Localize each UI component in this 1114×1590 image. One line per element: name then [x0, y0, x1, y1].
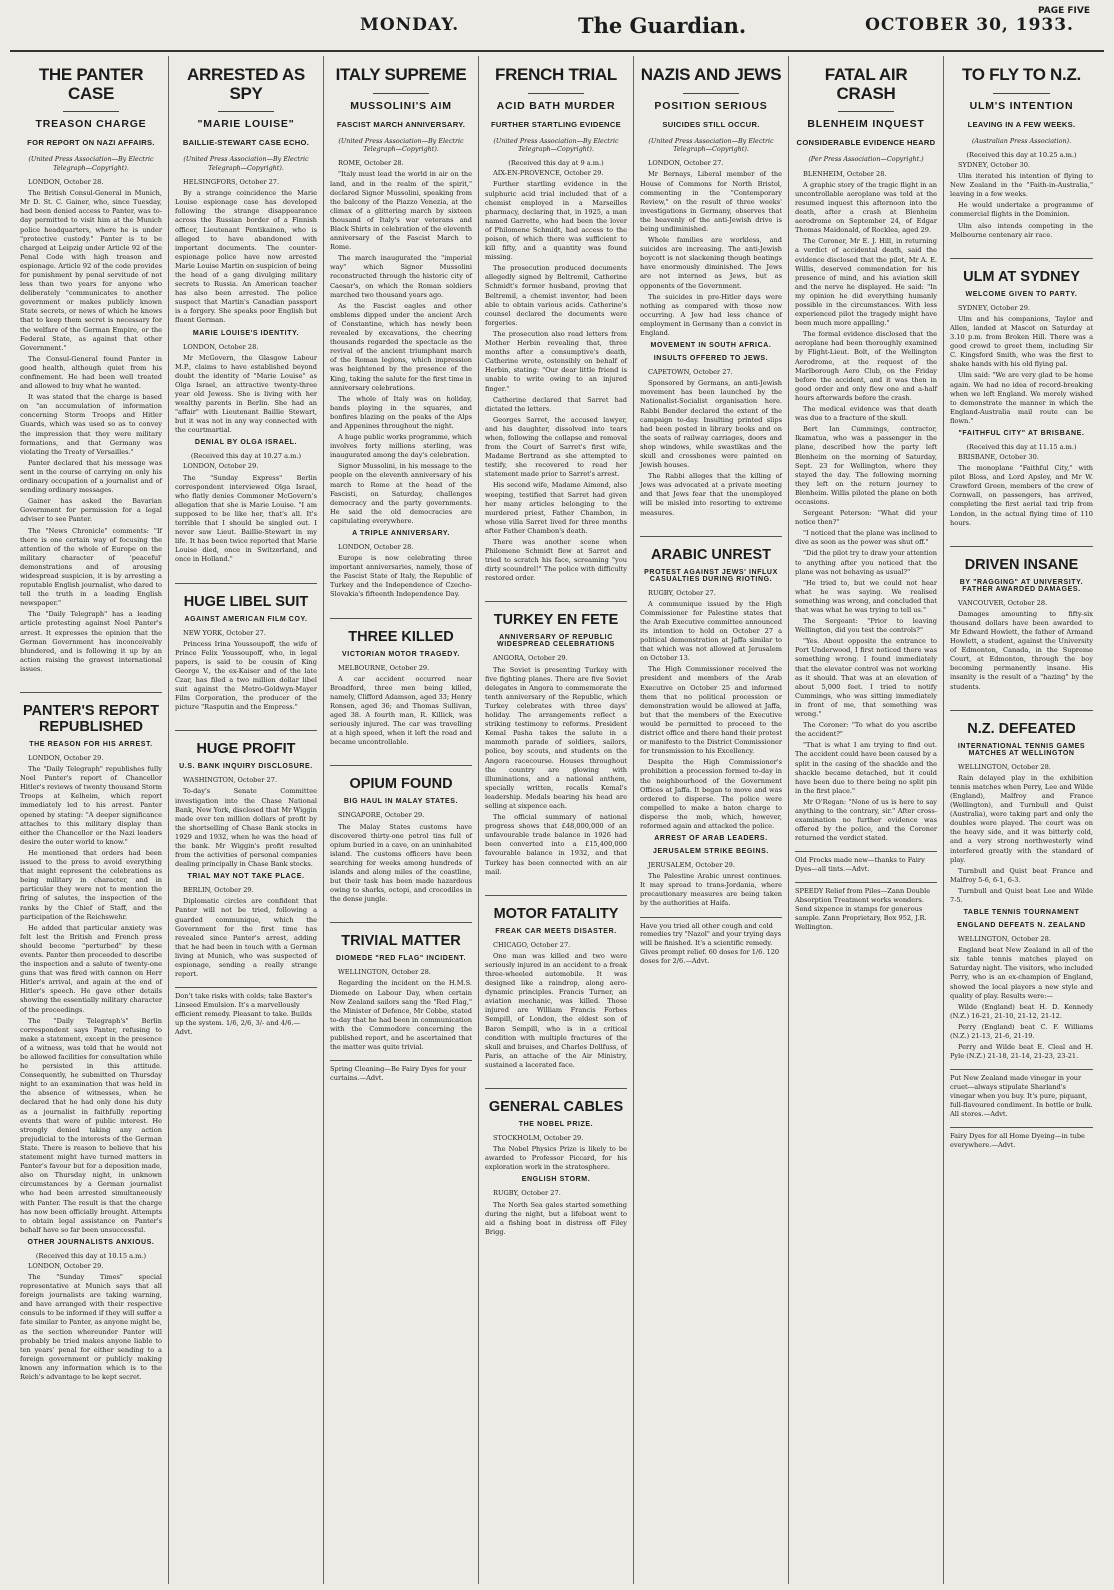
masthead-paper-title: The Guardian. — [577, 12, 747, 38]
paragraph: ANGORA, October 29. — [493, 654, 568, 663]
paragraph: The formal evidence disclosed that the aeroplane had been thoroughly examined by Flight-Lieut. Bolt, of the Wellington Aerodrome, at the request of the Marlborough Aero Club, on the Friday before the accident, and it was then in good order and only flew one and a-half hours afterwards before the crash. — [795, 330, 937, 402]
credit-line: (United Press Association—By Electric Telegraph—Copyright). — [183, 155, 309, 172]
section-headline: MOTOR FATALITY — [485, 895, 627, 922]
paragraph: ROME, October 28. — [338, 159, 404, 168]
article-body — [175, 178, 317, 326]
paragraph: A car accident occurred near Broadford, three men being killed, namely, Clifford Adamson, aged 33; Henry Ronsen, aged 36; and Thomas Sullivan, aged 38. A fourth man, R. Killick, was seriously injured. The car was travelling at a high speed, when it left the road and became uncontrollable. — [330, 674, 472, 747]
deck: SUICIDES STILL OCCUR. — [662, 119, 760, 129]
paragraph: STOCKHOLM, October 29. — [493, 1134, 584, 1143]
article-body — [485, 1134, 627, 1172]
paragraph: JERUSALEM, October 29. — [648, 861, 735, 870]
paragraph: Catherine declared that Sarret had dictated the letters. — [485, 395, 627, 413]
paragraph: The Consul-General found Panter in good health, although quiet from his confinement. He had been well treated and allowed to buy what he wanted. — [20, 354, 162, 391]
deck: BAILLIE-STEWART CASE ECHO. — [182, 138, 310, 148]
article-body — [640, 589, 782, 831]
paragraph: Mr O'Regan: "None of us is here to say anything to the contrary, sir." After cross-examination no further evidence was offered by the police, and the Coroner returned the verdict stated. — [795, 797, 937, 843]
article-body — [485, 169, 627, 583]
subheadline: POSITION SERIOUS — [654, 99, 768, 112]
section-subheadline: WELCOME GIVEN TO PARTY. — [965, 290, 1078, 298]
divider — [63, 111, 120, 112]
paragraph: The Malay States customs have discovered thirty-one petrol tins full of opium buried in a cave, on an uninhabited island. The customs officers have been searching for weeks among hundreds of islands and along miles of the coastline, but their task has been made hazardous owing to sharks, octopi, and crocodiles in the dense jungle. — [330, 822, 472, 904]
paragraph: "Italy must lead the world in air on the land, and in the realm of the spirit," declared Signor Mussolini, speaking from the balcony of the Piazzo Venezia, at the climax of a glittering march by sixteen thousand of Italy's war veterans and Black Shirts in celebration of the eleventh anniversary of the Fascist March to Rome. — [330, 170, 472, 252]
article-body — [485, 654, 627, 876]
paragraph: "Yes. About opposite the entrance to Port Underwood, I first noticed there was something wrong. I found immediately that the elevator control was not working as it should. That was at an elevation of about 5,000 feet. I tried to notify Cummings, who was sitting immediately in front of me, that something was wrong." — [795, 637, 937, 719]
paragraph: Ulm said: "We are very glad to be home again. We had no idea of record-breaking when we left England. We merely wished to demonstrate the manner in which the England-Australia mail route can be flown." — [950, 371, 1093, 425]
advertisement: Put New Zealand made vinegar in your cruet—always stipulate Sharland's vinegar when you buy. It's pure, piquant, full-flavoured condiment. In bottle or bulk. All stores.—Advt. — [950, 1069, 1093, 1118]
advertisement: Don't take risks with colds; take Baxter's Linseed Emulsion. It's a marvellously efficient remedy. Pleasant to take. Builds up the system. 1/6, 2/6, 3/- and 4/6.—Advt. — [175, 987, 317, 1036]
headline: ITALY SUPREME — [335, 65, 467, 84]
column-fatal-air-crash — [789, 56, 944, 1584]
received-line: (Received this day at 9 a.m.) — [508, 159, 604, 168]
column-to-fly-to-nz — [944, 56, 1099, 1584]
paragraph: Sponsored by Germans, an anti-Jewish movement has been launched by the Nationalist-Socialist organisation here. Rabbi Bender declared the extent of the campaign to-day. Insulting printed slips had been posted in library books and on the seats of railway carriages, doors and shop windows, while swastikas and the skull and crossbones were painted on Jewish houses. — [640, 379, 782, 470]
paragraph: Despite the High Commissioner's prohibition a procession formed to-day in the neighbourhood of the Government Offices at Jaffa. It began to move and was ordered to disperse. The police were compelled to make a baton charge to disperse the mob, which, however, reformed again and attacked the police. — [640, 758, 782, 830]
paragraph: LONDON, October 29. — [183, 462, 259, 471]
paragraph: The British Consul-General in Munich, Mr D. St. C. Gainer, who, since Tuesday, had been denied access to Panter, was to-day permitted to visit him at the Munich police headquarters, where he is under "protective custody." Panter is to be charged at Leipzig under Article 92 of the Penal Code with high treason and espionage. Article 92 of the code provides for punishment by penal servitude of not less than two years for anyone who deliberately "communicates to another government or makes publicly known State secrets, or news of which he knows that to keep them secret is necessary for the welfare of the German Empire, or the Federal State, as against that other Government." — [20, 189, 162, 352]
paragraph: There was another scene when Philomene Schmidt flew at Sarret and tried to scratch his face, screaming "you dirty scoundrel!" The police with difficulty restored order. — [485, 538, 627, 583]
paragraph: NEW YORK, October 27. — [183, 628, 266, 637]
section-subheadline: OTHER JOURNALISTS ANXIOUS. — [27, 1238, 155, 1246]
paragraph: The North Sea gales started something during the night, but a lifeboat went to aid a fishing boat in distress off Filey Brigg. — [485, 1200, 627, 1236]
paragraph: SYDNEY, October 29. — [958, 303, 1031, 312]
subheadline: "MARIE LOUISE" — [197, 118, 295, 131]
page-number: PAGE FIVE — [1037, 6, 1090, 16]
section-headline: ULM AT SYDNEY — [950, 258, 1093, 285]
section-headline: PANTER'S REPORT REPUBLISHED — [20, 692, 162, 735]
advertisement: SPEEDY Relief from Piles—Zann Double Absorption Treatment works wonders. Send sixpence in stamps for generous sample. Zann Proprietary, Box 952, J.R. Wellington. — [795, 882, 937, 931]
paragraph: His second wife, Madame Aimond, also weeping, testified that Sarret had given her many articles belonging to the murdered priest, Father Chambon, in whose villa Sarret lived for three months after Father Chambon's death. — [485, 481, 627, 535]
section-subheadline: JERUSALEM STRIKE BEGINS. — [653, 848, 769, 856]
paragraph: SYDNEY, October 30. — [958, 161, 1031, 170]
paragraph: Diplomatic circles are confident that Panter will not be tried, following a guarded communique, which the Government for the first time has revealed since Panter's arrest, adding that he had been in touch with a German living at Munich, who was suspected of espionage, sending a really strange report. — [175, 897, 317, 979]
paragraph: Damages amounting to fifty-six thousand dollars have been awarded to Mr Edward Howlett, the father of Armand Howlett, a student, against the University of Edmonton, Canada, in the Supreme Court, at Edmonton, through the boy becoming permanently insane. His insanity is the result of a "hazing" by the students. — [950, 609, 1093, 691]
credit-line: (Australian Press Association). — [971, 136, 1072, 145]
received-line: (Received this day at 10.15 a.m.) — [35, 1251, 147, 1260]
paragraph: The Sergeant: "Prior to leaving Wellington, did you test the controls?" — [795, 617, 937, 635]
divider — [838, 111, 895, 112]
headline: TO FLY TO N.Z. — [962, 65, 1081, 84]
advertisement: Fairy Dyes for all Home Dyeing—in tube everywhere.—Advt. — [950, 1127, 1093, 1150]
paragraph: Perry (England) beat C. F. Williams (N.Z.) 21-13, 21-6, 21-19. — [950, 1022, 1093, 1041]
section-subheadline: "FAITHFUL CITY" AT BRISBANE. — [958, 429, 1085, 437]
section-subheadline: INSULTS OFFERED TO JEWS. — [653, 355, 769, 363]
section-subheadline: DENIAL BY OLGA ISRAEL. — [194, 439, 298, 447]
paragraph: Georges Sarret, the accused lawyer, and his daughter, dissolved into tears when, following the collapse and removal from the Court of Sarret's first wife, Madame Bertrand as she attempted to testify, she recovered to read her statement made prior to Sarret's arrest. — [485, 415, 627, 479]
article-body — [485, 1189, 627, 1236]
paragraph: SINGAPORE, October 29. — [338, 811, 425, 820]
article-body — [950, 935, 1093, 1061]
paragraph: WELLINGTON, October 28. — [958, 762, 1051, 771]
divider — [993, 93, 1050, 94]
column-italy-supreme — [324, 56, 479, 1584]
paragraph: Europe is now celebrating three important anniversaries, namely, those of the Fascist State of Italy, the Republic of Turkey and the Independence of Czecho-Slovakia's fifteenth Independence Day. — [330, 554, 472, 599]
article-body — [330, 811, 472, 904]
paragraph: He added that particular anxiety was felt lest the British and French press should become "perturbed" by these events. Panter then proceeded to describe the inspection and a salute of twenty-one guns that was fired with cannon on Herr Hitler's arrival, and again at the end of Hitler's speech. He gave other details showing the essentially military character of the proceedings. — [20, 923, 162, 1014]
divider — [373, 93, 430, 94]
masthead — [10, 0, 1104, 52]
paragraph: VANCOUVER, October 28. — [958, 598, 1048, 607]
paragraph: The Coroner: "To what do you ascribe the accident?" — [795, 721, 937, 739]
paragraph: The "Daily Telegraph" republishes fully Noel Panter's report of Chancellor Hitler's reviews of twenty thousand Storm Troops at Kelheim, which report immediately led to his arrest. Panter opened by stating: "A deeper significance attaches to this military display than either the Chancellor or the Nazi leaders desire the outer world to know." — [20, 765, 162, 846]
article-body — [795, 170, 937, 844]
subheadline: ACID BATH MURDER — [496, 99, 616, 112]
advertisement: Old Frocks made new—thanks to Fairy Dyes—all tints.—Advt. — [795, 851, 937, 874]
column-arrested-as-spy — [169, 56, 324, 1584]
masthead-day: MONDAY. — [360, 15, 460, 35]
paragraph: WASHINGTON, October 27. — [183, 776, 278, 785]
section-subheadline: INTERNATIONAL TENNIS GAMES MATCHES AT WELLINGTON — [957, 742, 1086, 757]
paragraph: The whole of Italy was on holiday, bands playing in the squares, and bonfires blazing on the peaks of the Alps and Appenines throughout the night. — [330, 394, 472, 430]
paragraph: Ulm also intends competing in the Melbourne centenary air race. — [950, 221, 1093, 239]
section-subheadline: DIOMEDE "RED FLAG" INCIDENT. — [336, 955, 466, 963]
article-body — [330, 159, 472, 526]
article-body — [20, 1262, 162, 1382]
paragraph: Ulm iterated his intention of flying to New Zealand in the "Faith-in-Australia," leaving in a few weeks. — [950, 172, 1093, 199]
paragraph: The "Sunday Express" Berlin correspondent interviewed Olga Israel, who flatly denies Commoner McGovern's allegation that she is Marie Louise. "I am supposed to be like her, that's all. It's terrible that I should be singled out. I never saw Lieut. Baillie-Stewart in my life. It has been twice reported that Marie Louise died, once in Switzerland, and once in Holland." — [175, 473, 317, 564]
subheadline: MUSSOLINI'S AIM — [350, 99, 452, 112]
deck: FOR REPORT ON NAZI AFFAIRS. — [27, 138, 155, 148]
paragraph: Bert Ian Cummings, contractor, Ikamatua, who was a passenger in the plane, described how the party left Blenheim on the morning of Saturday, Sept. 23 for Wellington, where they stayed the day. The following morning they left on the return journey to Blenheim. Willis piloted the plane on both occasions. — [795, 425, 937, 506]
column-nazis-and-jews — [634, 56, 789, 1584]
article-body — [950, 453, 1093, 528]
paragraph: Regarding the incident on the H.M.S. Diomede on Labour Day, when certain New Zealand sailors sang the "Red Flag," the Minister of Defence, Mr Cobbe, stated to-day that he had been in communication with the Commodore concerning the published report, and he ascertained that the matter was quite trivial. — [330, 979, 472, 1052]
article-body — [640, 368, 782, 518]
section-subheadline: ARREST OF ARAB LEADERS. — [654, 835, 768, 843]
paragraph: "Did the pilot try to draw your attention to anything after you noticed that the plane was not behaving as usual?" — [795, 549, 937, 576]
paragraph: The Nobel Physics Prize is likely to be awarded to Professor Piccard, for his exploration work in the stratosphere. — [485, 1145, 627, 1172]
advertisement: Have you tried all other cough and cold remedies try "Nazol" and your trying days will be finished. It's a scientific remedy. Gives prompt relief. 60 doses for 1/6. 120 doses for 2/6.—Advt. — [640, 917, 782, 966]
paragraph: RUGBY, October 27. — [493, 1189, 561, 1198]
paragraph: England beat New Zealand in all of the six table tennis matches played on Saturday night. The visitors, who included Perry, who is an ex-champion of England, showed the local players a new style and quality of play. Results were:— — [950, 946, 1093, 1000]
article-body — [175, 629, 317, 713]
article-body — [330, 968, 472, 1052]
paragraph: To-day's Senate Committee investigation into the Chase National Bank, New York, disclosed that Mr Wiggin made over ten million dollars of profit by the shortselling of Chase Bank stocks in 1929 and 1932, when he was the head of the bank. Mr Wiggin's profit resulted from the activities of personal companies dealing principally in Chase Bank stocks. — [175, 787, 317, 869]
paragraph: CHICAGO, October 27. — [493, 940, 571, 949]
section-subheadline: U.S. BANK INQUIRY DISCLOSURE. — [179, 763, 313, 771]
article-body — [950, 161, 1093, 240]
section-subheadline: ENGLAND DEFEATS N. ZEALAND — [957, 922, 1086, 930]
received-line: (Received this day at 10.27 a.m.) — [190, 452, 302, 461]
received-line: (Received this day at 11.15 a.m.) — [966, 442, 1077, 451]
paragraph: LONDON, October 29. — [28, 1261, 104, 1270]
paragraph: AIX-EN-PROVENCE, October 29. — [493, 169, 604, 178]
article-body — [20, 178, 162, 674]
column-french-trial — [479, 56, 634, 1584]
section-subheadline: A TRIPLE ANNIVERSARY. — [352, 530, 450, 537]
paragraph: It was stated that the charge is based on "an accumulation of information concerning Storm Troops and Hitler Guards, which was used so as to convey the impression that they were military formations, and that Germany was violating the Treaty of Versailles." — [20, 393, 162, 456]
section-headline: OPIUM FOUND — [330, 765, 472, 792]
paragraph: Sergeant Peterson: "What did your notice then?" — [795, 509, 937, 527]
section-headline: TRIVIAL MATTER — [330, 922, 472, 949]
paragraph: BLENHEIM, October 28. — [803, 169, 887, 178]
paragraph: Wilde (England) beat H. D. Kennedy (N.Z.) 16-21, 21-10, 21-12, 21-12. — [950, 1002, 1093, 1020]
section-headline: HUGE LIBEL SUIT — [175, 583, 317, 610]
section-subheadline: MOVEMENT IN SOUTH AFRICA. — [650, 342, 772, 350]
subheadline: ULM'S INTENTION — [969, 99, 1074, 112]
deck: CONSIDERABLE EVIDENCE HEARD — [796, 138, 936, 148]
paragraph: BRISBANE, October 30. — [958, 452, 1039, 461]
paragraph: LONDON, October 28. — [338, 543, 414, 551]
paragraph: The "Sunday Times" special representative at Munich says that all foreign journalists are taking warning, and have arranged with their respective consuls to be informed if they will suffer a fate similar to Panter, as anyone might be, as the section whereunder Panter will probably be tried makes anyone liable to ten years' penal for either sending to a foreign government or publicly making known any information which is to the Reich's advantage to be kept secret. — [20, 1272, 162, 1381]
paragraph: The march inaugurated the "imperial way" which Signor Mussolini reconstructed through the historic city of Caesar's, on which the Roman soldiers marched two thousand years ago. — [330, 254, 472, 299]
credit-line: (United Press Association—By Electric Telegraph—Copyright). — [493, 136, 619, 154]
article-body — [640, 861, 782, 908]
paragraph: Princess Irina Youssoupoff, the wife of Prince Felix Youssoupoff, who, in legal papers, is said to be cousin of King George V., the ex-Kaiser and of the late Czar, has filed a two million dollar libel suit against the Metro-Goldwyn-Mayer Film Corporation, the producer of the picture "Rasputin and the Empress." — [175, 639, 317, 712]
paragraph: A communique issued by the High Commissioner for Palestine states that the Arab Executive committee announced its intention to hold on October 27 a political demonstration at Jaffa similar to that which was not allowed at Jerusalem on October 13. — [640, 599, 782, 663]
paragraph: LONDON, October 29. — [28, 754, 104, 762]
credit-line: (United Press Association—By Electric Telegraph—Copyright). — [28, 155, 154, 172]
paragraph: Further startling evidence in the sulphuric acid trial included that of a chemist employed in a Marseilles pharmacy, declaring that, in 1925, a man named Garrette, who had been the lover of Philomene Schmidt, had access to the poison, of which there was sufficient to kill fifty, and a quantity was found missing. — [485, 180, 627, 262]
paragraph: The Coroner, Mr E. J. Hill, in returning a verdict of accidental death, said the evidence disclosed that the pilot, Mr A. E. Willis, deserved commendation for his presence of mind, and his aviation skill and the nerve he displayed. He said: "In my opinion he did everything humanly possible in the circumstances. With less experienced pilot the tragedy might have been much more appalling." — [795, 237, 937, 328]
columns — [14, 56, 1100, 1584]
deck: FURTHER STARTLING EVIDENCE — [490, 119, 621, 129]
paragraph: The prosecution produced documents allegedly signed by Beltremil, Catherine Schmidt's former husband, proving that Beltremil, a chemist inventor, had been able to obtain various acids. Catherine's counsel declared the documents were forgeries. — [485, 264, 627, 327]
paragraph: The monoplane "Faithful City," with pilot Bloss, and Lord Apsley, and Mr W. Crawford Green, members of the crew of Cornwall, on passengers, has arrived, completing the first aerial taxi trip from London, in the actual flying time of 110 hours. — [950, 464, 1093, 527]
article-body — [175, 462, 317, 564]
paragraph: Ulm and his companions, Taylor and Allen, landed at Mascot on Saturday at 3.10 p.m. from Broken Hill. There was a good crowd to greet them, including Sir C. Kingsford Smith, who was the first to shake hands with his old flying pal. — [950, 314, 1093, 369]
paragraph: Whole families are workless, and suicides are increasing. The anti-Jewish boycott is not slackening though beatings have enormously diminished. The Jews are not interned as Jews, but as opponents of the Government. — [640, 236, 782, 290]
paragraph: WELLINGTON, October 28. — [958, 935, 1051, 944]
paragraph: The "Daily Telegraph's" Berlin correspondent says Panter, refusing to make a statement, except in the presence of a witness, was told that he would not be allowed facilities for consultation while he persisted in this attitude. Consequently, he submitted on Thursday night to an examination that was held in the absence of witnesses, when he declared that he had only done his duty as a journalist in faithfully reporting events that were of public interest. He strongly denied taking any action prejudicial to the interests of the German State. There is reason to believe that his statement might have turned matters in Panter's favour but for a deposition made, also on Thursday night, in unknown circumstances by a German journalist who had been arrested simultaneously with Panter. The result is that the charge has now been officially brought. Attempts to obtain legal assistance on Panter's behalf have so far been unsuccessful. — [20, 1016, 162, 1234]
paragraph: A graphic story of the tragic flight in an uncontrollable aeroplane was told at the resumed inquest this afternoon into the death, after a crash at Blenheim aerodrome on September 24, of Edgar Thomas Maidonald, of Rocklea, aged 29. — [795, 180, 937, 235]
article-body — [175, 776, 317, 869]
paragraph: WELLINGTON, October 28. — [338, 968, 431, 977]
paragraph: The medical evidence was that death was due to a fracture of the skull. — [795, 405, 937, 423]
paragraph: "I noticed that the plane was inclined to dive as soon as the power was shut off." — [795, 529, 937, 547]
deck: LEAVING IN A FEW WEEKS. — [967, 119, 1076, 129]
credit-line: (Per Press Association—Copyright.) — [808, 155, 924, 164]
paragraph: Gainer has asked the Bavarian Government for permission for a legal adviser to see Panter. — [20, 497, 162, 524]
subheadline: TREASON CHARGE — [35, 118, 147, 131]
divider — [218, 111, 275, 112]
paragraph: MELBOURNE, October 29. — [338, 663, 430, 672]
article-body — [20, 754, 162, 1235]
section-subheadline: THE REASON FOR HIS ARREST. — [29, 741, 153, 748]
paragraph: He mentioned that orders had been issued to the press to avoid everything that might represent the celebrations as being military in character, and in particular they were not to mention the firing of salutes, the inspection of the ranks by the Chief of Staff, and the participation of the Reichswehr. — [20, 848, 162, 921]
article-body — [950, 304, 1093, 426]
article-body — [175, 886, 317, 979]
paragraph: Turnbull and Quist beat Lee and Wilde 7-5. — [950, 886, 1093, 904]
section-subheadline: TABLE TENNIS TOURNAMENT — [963, 909, 1080, 917]
paragraph: By a strange coincidence the Marie Louise espionage case has developed following the strange disappearance across the Russian border of a Finnish officer, Lieutenant Pentikainen, who is alleged to have abandoned with important documents. The counter-espionage police have now arrested Marie Louise Martin on suspicion of being the head of a gang divulging military secrets to Russia. An American teacher has also been arrested. The police suspect that Martin's Canadian passport is a forgery. She speaks poor English but fluent German. — [175, 189, 317, 325]
section-subheadline: BIG HAUL IN MALAY STATES. — [343, 798, 459, 806]
section-subheadline: ANNIVERSARY OF REPUBLIC WIDESPREAD CELEBRATIONS — [497, 634, 615, 649]
deck: FASCIST MARCH ANNIVERSARY. — [336, 119, 466, 129]
paragraph: He would undertake a programme of commercial flights in the Dominion. — [950, 201, 1093, 219]
masthead-date: OCTOBER 30, 1933. — [865, 15, 1074, 35]
section-headline: THREE KILLED — [330, 618, 472, 645]
section-headline: TURKEY EN FETE — [485, 601, 627, 628]
column-panter-case — [14, 56, 169, 1584]
paragraph: As the Fascist eagles and other emblems dipped under the ancient Arch of Constantine, which has newly been revealed by excavations, the cheering thousands regarded the spectacle as the revival of the ancient triumphant march of the Roman legions, which impression was heightened by the presence of the King, taking the salute for the first time in anniversary celebrations. — [330, 301, 472, 392]
paragraph: "He tried to, but we could not hear what he was saying. We realised something was wrong, and concluded that that was what he was trying to tell us." — [795, 578, 937, 615]
paragraph: LONDON, October 27. — [648, 159, 724, 168]
subheadline: BLENHEIM INQUEST — [807, 118, 925, 131]
paragraph: Rain delayed play in the exhibition tennis matches when Perry, Lee and Wilde (England), Malfroy and France (Wellington), and Turnbull and Quist (Australia), were taking part and only the doubles were played. The court was on the heavy side, and it was bitterly cold, and a very strong northwesterly wind interfered greatly with the standard of play. — [950, 773, 1093, 864]
article-body — [175, 343, 317, 436]
divider — [528, 93, 585, 94]
paragraph: Signor Mussolini, in his message to the people on the eleventh anniversary of his march to Rome at the head of the Fascisti, on Saturday, challenges democracy and the party governments. He said the old democracies are capitulating everywhere. — [330, 462, 472, 525]
paragraph: Panter declared that his message was sent in the course of carrying on only his ordinary occupation of a journalist and of sending ordinary messages. — [20, 458, 162, 495]
article-body — [330, 543, 472, 600]
paragraph: LONDON, October 28. — [183, 342, 259, 351]
section-headline: N.Z. DEFEATED — [950, 710, 1093, 737]
section-headline: ARABIC UNREST — [640, 536, 782, 563]
paragraph: The Rabbi alleges that the killing of Jews was advocated at a private meeting and that Jews fear that the unemployed will be misled into resorting to extreme measures. — [640, 472, 782, 517]
paragraph: The "News Chronicle" comments: "If there is one certain way of focusing the attention of the whole of Europe on the military character of 'peaceful' demonstrations and of arousing widespread suspicion, it is by arresting a reputable English journalist, who dared to tell the truth in a leading English newspaper." — [20, 526, 162, 608]
paragraph: LONDON, October 28. — [28, 178, 104, 187]
section-subheadline: PROTEST AGAINST JEWS' INFLUX CASUALTIES DURING RIOTING. — [644, 568, 778, 583]
headline: FATAL AIR CRASH — [824, 65, 908, 103]
paragraph: The "Daily Telegraph" has a leading article protesting against Noel Panter's arrest. It expresses the opinion that the German Government has inconceivably blundered, and is following it up by an action raising the gravest international issues. — [20, 610, 162, 673]
paragraph: RUGBY, October 27. — [648, 588, 716, 597]
paragraph: A huge public works programme, which involves forty millions sterling, was inaugurated among the day's celebration. — [330, 433, 472, 460]
section-subheadline: THE NOBEL PRIZE. — [518, 1121, 594, 1129]
received-line: (Received this day at 10.25 a.m.) — [966, 151, 1077, 160]
article-body — [950, 599, 1093, 692]
paragraph: BERLIN, October 29. — [183, 886, 254, 895]
headline: NAZIS AND JEWS — [640, 65, 782, 84]
paragraph: Perry and Wilde beat E. Cleal and H. Pyle (N.Z.) 21-18, 21-14, 21-23, 23-21. — [950, 1043, 1093, 1061]
paragraph: The High Commissioner received the president and members of the Arab Executive on October 25 and informed them that no political procession or demonstration would be allowed at Jaffa, but that the members of the Executive would be permitted to proceed to the district office and there hand their protest or manifesto to the District Commissioner for transmission to his Excellency. — [640, 665, 782, 756]
section-headline: HUGE PROFIT — [175, 730, 317, 757]
paragraph: HELSINGFORS, October 27. — [183, 178, 280, 187]
paragraph: The official summary of national progress shows that £48,000,000 of an unfavourable trade balance in 1926 had been converted into a £15,400,000 favourable balance in 1932, and that Turkey has been connected with an air mail. — [485, 813, 627, 876]
paragraph: The Palestine Arabic unrest continues. It may spread to trans-Jordania, where precautionary measures are being taken by the authorities at Haifa. — [640, 872, 782, 908]
section-headline: DRIVEN INSANE — [950, 546, 1093, 573]
section-subheadline: AGAINST AMERICAN FILM COY. — [184, 615, 308, 623]
article-body — [330, 664, 472, 748]
article-body — [485, 941, 627, 1070]
article-body — [950, 763, 1093, 905]
paragraph: CAPETOWN, October 27. — [648, 368, 733, 377]
paragraph: Mr McGovern, the Glasgow Labour M.P., claims to have established beyond doubt the identity of "Marie Louise" as Olga Israel, an attractive twenty-three year old Jewess. She is living with her wealthy parents in Berlin. She had an "affair" with Lieutenant Baillie Stewart, but it was not in any way connected with the courtmartial. — [175, 353, 317, 435]
article-body — [640, 159, 782, 338]
paragraph: The suicides in pre-Hitler days were nothing as compared with those now occurring. A Jew had less chance of employment in Germany than a convict in England. — [640, 292, 782, 338]
section-subheadline: MARIE LOUISE'S IDENTITY. — [192, 329, 300, 337]
divider — [683, 93, 740, 94]
advertisement: Spring Cleaning—Be Fairy Dyes for your curtains.—Advt. — [330, 1060, 472, 1083]
headline: FRENCH TRIAL — [495, 65, 617, 84]
section-subheadline: VICTORIAN MOTOR TRAGEDY. — [342, 650, 460, 658]
paragraph: One man was killed and two were seriously injured in an accident to a freak three-wheeled automobile. It was designed like a raindrop, along aero-dynamic principles. Francis Turner, an aviation mechanic, was killed. Those injured are William Francis Forbes Sempill, of London, the eldest son of Baron Sempill, who is in a critical condition with multiple fractures of the skull and bruises, and Charles Dollfuss, of Paris, an attache of the Air Ministry, sustained a lacerated face. — [485, 951, 627, 1069]
credit-line: (United Press Association—By Electric Telegraph—Copyright). — [648, 136, 774, 154]
section-subheadline: FREAK CAR MEETS DISASTER. — [495, 927, 617, 935]
paragraph: The prosecution also read letters from Mother Herbin revealing that, three months after a consumptive's death, Catherine wrote, ostensibly on behalf of Herbin, stating: "Our dear little friend is unable to write owing to an injured finger." — [485, 329, 627, 393]
section-headline: GENERAL CABLES — [485, 1088, 627, 1115]
headline: ARRESTED AS SPY — [187, 65, 305, 103]
section-subheadline: ENGLISH STORM. — [521, 1176, 591, 1184]
paragraph: "That is what I am trying to find out. The accident could have been caused by a split in the casing of the shackle and the shackle became detached, but it could have been due to there being no split pin in the first place." — [795, 741, 937, 795]
section-subheadline: BY "RAGGING" AT UNIVERSITY. FATHER AWARDED DAMAGES. — [959, 578, 1084, 593]
credit-line: (United Press Association—By Electric Telegraph—Copyright). — [338, 136, 464, 154]
headline: THE PANTER CASE — [38, 65, 144, 103]
section-subheadline: TRIAL MAY NOT TAKE PLACE. — [187, 873, 305, 881]
paragraph: The Soviet is presenting Turkey with five fighting planes. There are five Soviet delegates in Angora to commemorate the tenth anniversary of the Republic, which Turkey celebrates with three days' holiday. The arrangements reflect a striking testimony to reforms. President Kemal Pasha takes the salute in a mammoth parade of soldiers, sailors, police, boy scouts, and students on the Angora racecourse. Houses throughout the country are glowing with illuminations, and a national anthem, specially written, recalls Kemal's leadership. Medals bearing his head are selling at sixpence each. — [485, 665, 627, 810]
paragraph: Turnbull and Quist beat France and Malfroy 5-6, 6-1, 6-3. — [950, 866, 1093, 884]
paragraph: Mr Bernays, Liberal member of the House of Commons for North Bristol, commenting in the "Contemporary Review," on the result of three weeks' investigations in Germany, observes that the heavenly of the anti-Jewish drive is being undiminished. — [640, 170, 782, 233]
